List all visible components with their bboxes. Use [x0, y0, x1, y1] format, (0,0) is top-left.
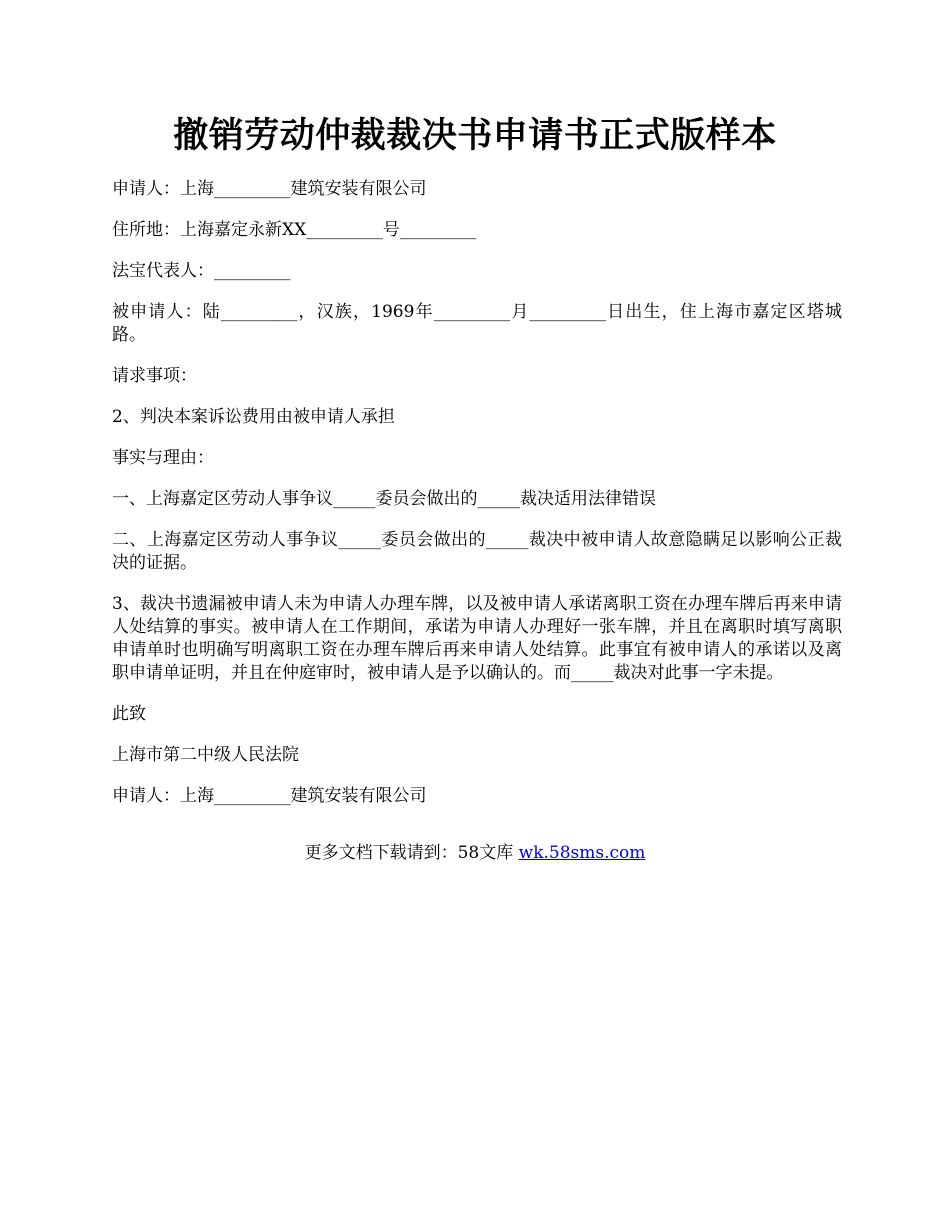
request-item-2: 2、判决本案诉讼费用由被申请人承担: [112, 407, 395, 427]
address-line: 住所地：上海嘉定永新XX_________号_________: [112, 220, 477, 240]
applicant-signature-line: 申请人：上海_________建筑安装有限公司: [112, 786, 427, 806]
requests-heading: 请求事项：: [112, 366, 197, 386]
reason-1: 一、上海嘉定区劳动人事争议_____委员会做出的_____裁决适用法律错误: [112, 489, 656, 509]
legal-representative-line: 法宝代表人：_________: [112, 261, 291, 281]
document-title: 撤销劳动仲裁裁决书申请书正式版样本: [173, 115, 777, 156]
footer-download-note: [0, 842, 950, 865]
reason-2: 二、上海嘉定区劳动人事争议_____委员会做出的_____裁决中被申请人故意隐瞒足以影响公正裁决的证据。: [112, 530, 842, 573]
facts-heading: 事实与理由：: [112, 448, 214, 468]
footer-link[interactable]: wk.58sms.com: [518, 843, 646, 863]
footer-prefix: 更多文档下载请到：58文库: [304, 843, 519, 863]
court-name: 上海市第二中级人民法院: [112, 745, 299, 765]
applicant-line: 申请人：上海_________建筑安装有限公司: [112, 179, 427, 199]
document-body: [112, 178, 842, 826]
salutation: 此致: [112, 704, 146, 724]
respondent-line: 被申请人：陆_________，汉族，1969年_________月_________日出生，住上海市嘉定区塔城路。: [112, 302, 842, 345]
reason-3: 3、裁决书遗漏被申请人未为申请人办理车牌，以及被申请人承诺离职工资在办理车牌后再来申请人处结算的事实。被申请人在工作期间，承诺为申请人办理好一张车牌，并且在离职时填写离职申请单时也明确写明离职工资在办理车牌后再来申请人处结算。此事宜有被申请人的承诺以及离职申请单证明，并且在仲庭审时，被申请人是予以确认的。而_____裁决对此事一字未提。: [112, 594, 842, 683]
